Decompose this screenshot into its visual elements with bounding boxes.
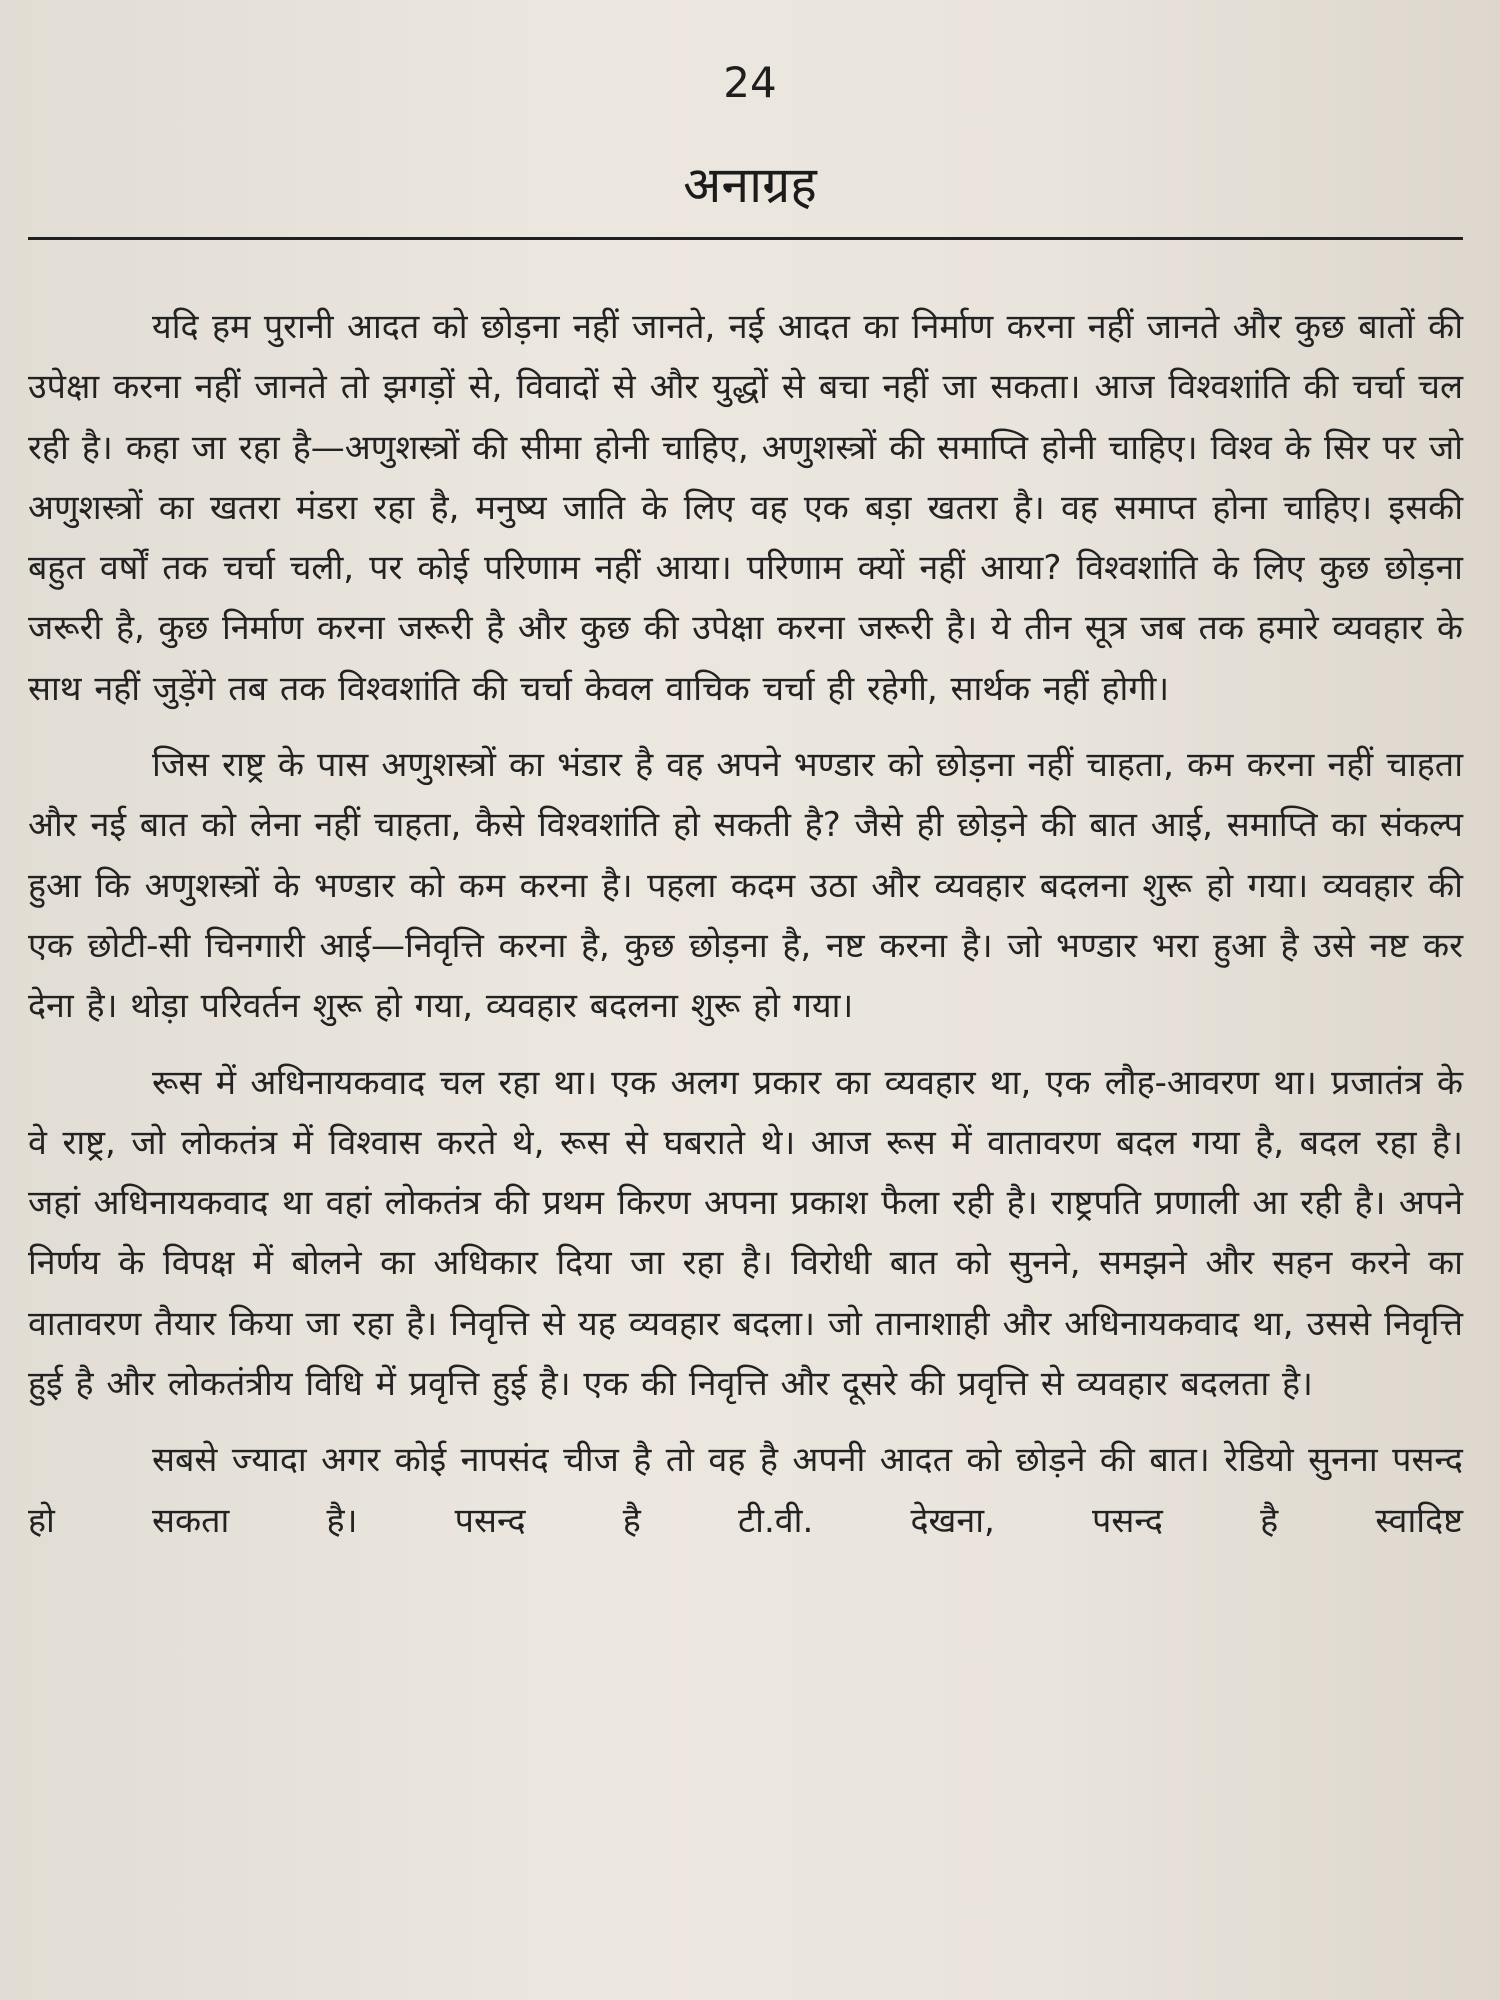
paragraph-1: यदि हम पुरानी आदत को छोड़ना नहीं जानते, नई आदत का निर्माण करना नहीं जानते और कुछ बातों की उपेक्षा करना नहीं जानते तो झगड़ों से, विवादों से और युद्धों से बचा नहीं जा सकता। आज विश्वशांति की चर्चा चल रही है। कहा जा रहा है—अणुशस्त्रों की सीमा होनी चाहिए, अणुशस्त्रों की समाप्ति होनी चाहिए। विश्व के सिर पर जो अणुशस्त्रों का खतरा मंडरा रहा है, मनुष्य जाति के लिए वह एक बड़ा खतरा है। वह समाप्त होना चाहिए। इसकी बहुत वर्षों तक चर्चा चली, पर कोई परिणाम नहीं आया। परिणाम क्यों नहीं आया? विश्वशांति के लिए कुछ छोड़ना जरूरी है, कुछ निर्माण करना जरूरी है और कुछ की उपेक्षा करना जरूरी है। ये तीन सूत्र जब तक हमारे व्यवहार के साथ नहीं जुड़ेंगे तब तक विश्वशांति की चर्चा केवल वाचिक चर्चा ही रहेगी, सार्थक नहीं होगी। [28,307,1463,709]
page-number: 24 [723,58,777,107]
chapter-title: अनाग्रह [683,156,817,214]
paragraph-4: सबसे ज्यादा अगर कोई नापसंद चीज है तो वह है अपनी आदत को छोड़ने की बात। रेडियो सुनना पसन्द हो सकता है। पसन्द है टी.वी. देखना, पसन्द है स्वादिष्ट [28,1440,1463,1541]
paragraph-2: जिस राष्ट्र के पास अणुशस्त्रों का भंडार है वह अपने भण्डार को छोड़ना नहीं चाहता, कम करना नहीं चाहता और नई बात को लेना नहीं चाहता, कैसे विश्वशांति हो सकती है? जैसे ही छोड़ने की बात आई, समाप्ति का संकल्प हुआ कि अणुशस्त्रों के भण्डार को कम करना है। पहला कदम उठा और व्यवहार बदलना शुरू हो गया। व्यवहार की एक छोटी-सी चिनगारी आई—निवृत्ति करना है, कुछ छोड़ना है, नष्ट करना है। जो भण्डार भरा हुआ है उसे नष्ट कर देना है। थोड़ा परिवर्तन शुरू हो गया, व्यवहार बदलना शुरू हो गया। [28,745,1463,1027]
title-divider [28,237,1463,240]
paragraph-3: रूस में अधिनायकवाद चल रहा था। एक अलग प्रकार का व्यवहार था, एक लौह-आवरण था। प्रजातंत्र के वे राष्ट्र, जो लोकतंत्र में विश्वास करते थे, रूस से घबराते थे। आज रूस में वातावरण बदल गया है, बदल रहा है। जहां अधिनायकवाद था वहां लोकतंत्र की प्रथम किरण अपना प्रकाश फैला रही है। राष्ट्रपति प्रणाली आ रही है। अपने निर्णय के विपक्ष में बोलने का अधिकार दिया जा रहा है। विरोधी बात को सुनने, समझने और सहन करने का वातावरण तैयार किया जा रहा है। निवृत्ति से यह व्यवहार बदला। जो तानाशाही और अधिनायकवाद था, उससे निवृत्ति हुई है और लोकतंत्रीय विधि में प्रवृत्ति हुई है। एक की निवृत्ति और दूसरे की प्रवृत्ति से व्यवहार बदलता है। [28,1062,1463,1405]
body-text [28,297,1463,1551]
